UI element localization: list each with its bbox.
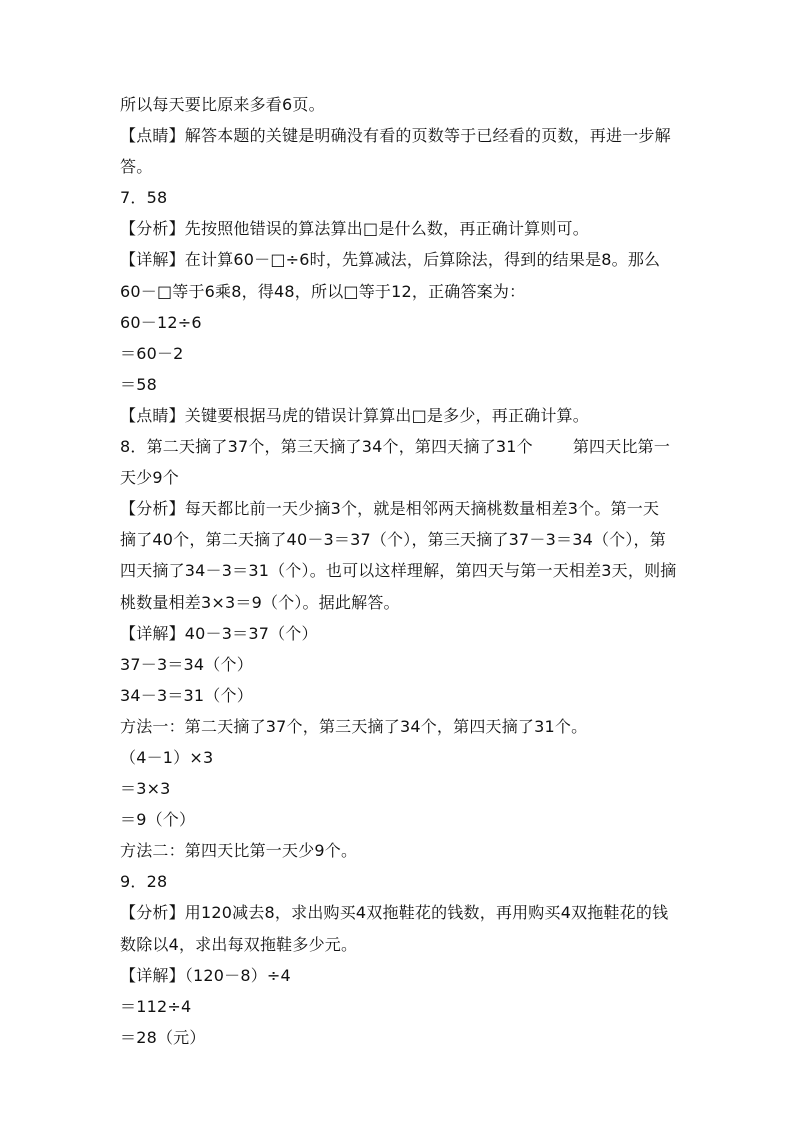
text-line: ＝9（个） bbox=[120, 810, 196, 830]
text-line: 60－12÷6 bbox=[120, 312, 202, 332]
text-line: 【分析】每天都比前一天少摘3个，就是相邻两天摘桃数量相差3个。第一天 bbox=[120, 499, 660, 519]
text-line: （4－1）×3 bbox=[120, 747, 214, 767]
text-line: 摘了40个，第二天摘了40－3＝37（个），第三天摘了37－3＝34（个），第 bbox=[120, 530, 666, 550]
text-line bbox=[120, 431, 700, 462]
text-line: 方法一：第二天摘了37个，第三天摘了34个，第四天摘了31个。 bbox=[120, 716, 588, 736]
text-line: 方法二：第四天比第一天少9个。 bbox=[120, 841, 358, 861]
text-line: 9．28 bbox=[120, 872, 168, 892]
text-line: ＝112÷4 bbox=[120, 996, 192, 1016]
answer-8-part-a: 8．第二天摘了37个，第三天摘了34个，第四天摘了31个 bbox=[120, 437, 533, 457]
text-line: ＝3×3 bbox=[120, 779, 171, 799]
text-line: 【分析】先按照他错误的算法算出□是什么数，再正确计算则可。 bbox=[120, 219, 589, 239]
text-line: 所以每天要比原来多看6页。 bbox=[120, 95, 325, 114]
text-line: 7．58 bbox=[120, 188, 168, 208]
answer-8-part-b: 第四天比第一 bbox=[572, 437, 671, 457]
text-line: 【分析】用120减去8，求出购买4双拖鞋花的钱数，再用购买4双拖鞋花的钱 bbox=[120, 903, 669, 923]
text-line: 天少9个 bbox=[120, 468, 179, 488]
text-line: 答。 bbox=[120, 157, 153, 177]
text-line: 37－3＝34（个） bbox=[120, 654, 253, 674]
text-line: 数除以4，求出每双拖鞋多少元。 bbox=[120, 934, 358, 954]
text-line: 【详解】40－3＝37（个） bbox=[120, 623, 318, 643]
text-line: ＝60－2 bbox=[120, 343, 184, 363]
text-line: 桃数量相差3×3＝9（个）。据此解答。 bbox=[120, 592, 400, 612]
text-line: 【详解】在计算60－□÷6时，先算减法，后算除法，得到的结果是8。那么 bbox=[120, 250, 661, 270]
answer-text bbox=[120, 89, 700, 1053]
text-line: 60－□等于6乘8，得48，所以□等于12，正确答案为： bbox=[120, 281, 526, 301]
text-line: 【点睛】关键要根据马虎的错误计算算出□是多少，再正确计算。 bbox=[120, 405, 589, 425]
text-line: 【点睛】解答本题的关键是明确没有看的页数等于已经看的页数，再进一步解 bbox=[120, 126, 671, 146]
text-line: 34－3＝31（个） bbox=[120, 685, 253, 705]
text-line: ＝58 bbox=[120, 374, 157, 394]
text-line: 四天摘了34－3＝31（个）。也可以这样理解，第四天与第一天相差3天，则摘 bbox=[120, 561, 677, 581]
text-line: 【详解】（120－8）÷4 bbox=[120, 965, 291, 985]
text-line: ＝28（元） bbox=[120, 1027, 206, 1047]
